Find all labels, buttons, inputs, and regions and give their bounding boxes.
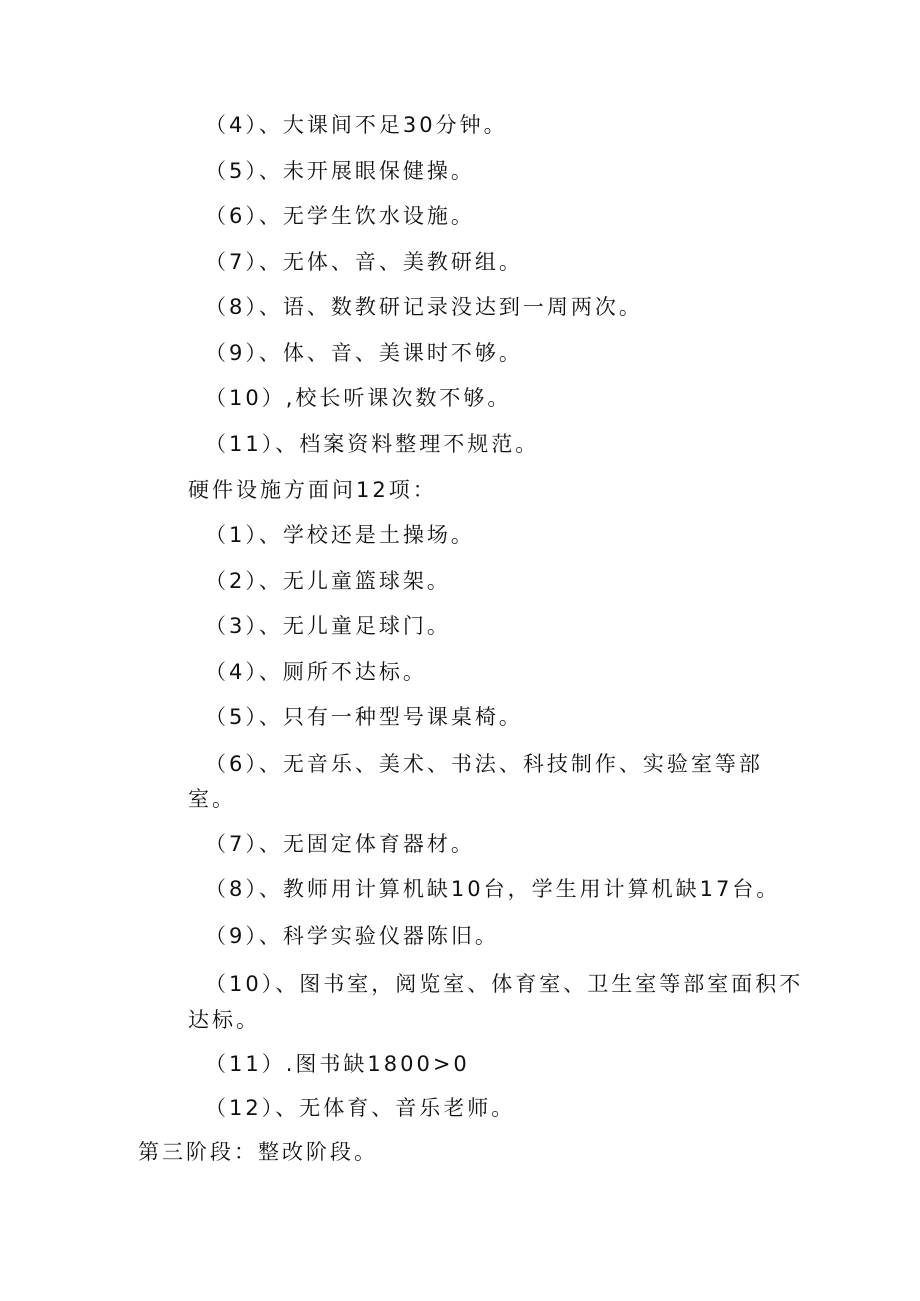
list-item: （3）、无儿童足球门。 [205, 614, 451, 638]
list-item: （8）、教师用计算机缺10台，学生用计算机缺17台。 [205, 877, 781, 901]
list-item: （11）、档案资料整理不规范。 [205, 432, 540, 456]
list-item: （11）.图书缺1800>0 [205, 1052, 470, 1076]
list-item: （4）、厕所不达标。 [205, 660, 427, 684]
list-item: （9）、体、音、美课时不够。 [205, 341, 523, 365]
list-item: （1）、学校还是土操场。 [205, 523, 475, 547]
list-item: （6）、无学生饮水设施。 [205, 204, 475, 228]
list-item-continuation: 达标。 [188, 1008, 260, 1032]
list-item: （7）、无体、音、美教研组。 [205, 250, 523, 274]
list-item-continuation: 室。 [188, 787, 236, 811]
list-item: （5）、未开展眼保健操。 [205, 159, 475, 183]
list-item: （7）、无固定体育器材。 [205, 832, 475, 856]
list-item: （2）、无儿童篮球架。 [205, 569, 451, 593]
list-item: （5）、只有一种型号课桌椅。 [205, 705, 523, 729]
stage-heading: 第三阶段：整改阶段。 [138, 1140, 378, 1164]
list-item: （9）、科学实验仪器陈旧。 [205, 924, 499, 948]
list-item: （10）,校长听课次数不够。 [205, 386, 512, 410]
list-item: （6）、无音乐、美术、书法、科技制作、实验室等部 [205, 752, 763, 776]
list-item: （8）、语、数教研记录没达到一周两次。 [205, 295, 643, 319]
hardware-heading: 硬件设施方面问12项： [188, 478, 437, 502]
list-item: （4）、大课间不足30分钟。 [205, 113, 508, 137]
list-item: （12）、无体育、音乐老师。 [205, 1096, 516, 1120]
list-item: （10）、图书室，阅览室、体育室、卫生室等部室面积不 [205, 972, 804, 996]
